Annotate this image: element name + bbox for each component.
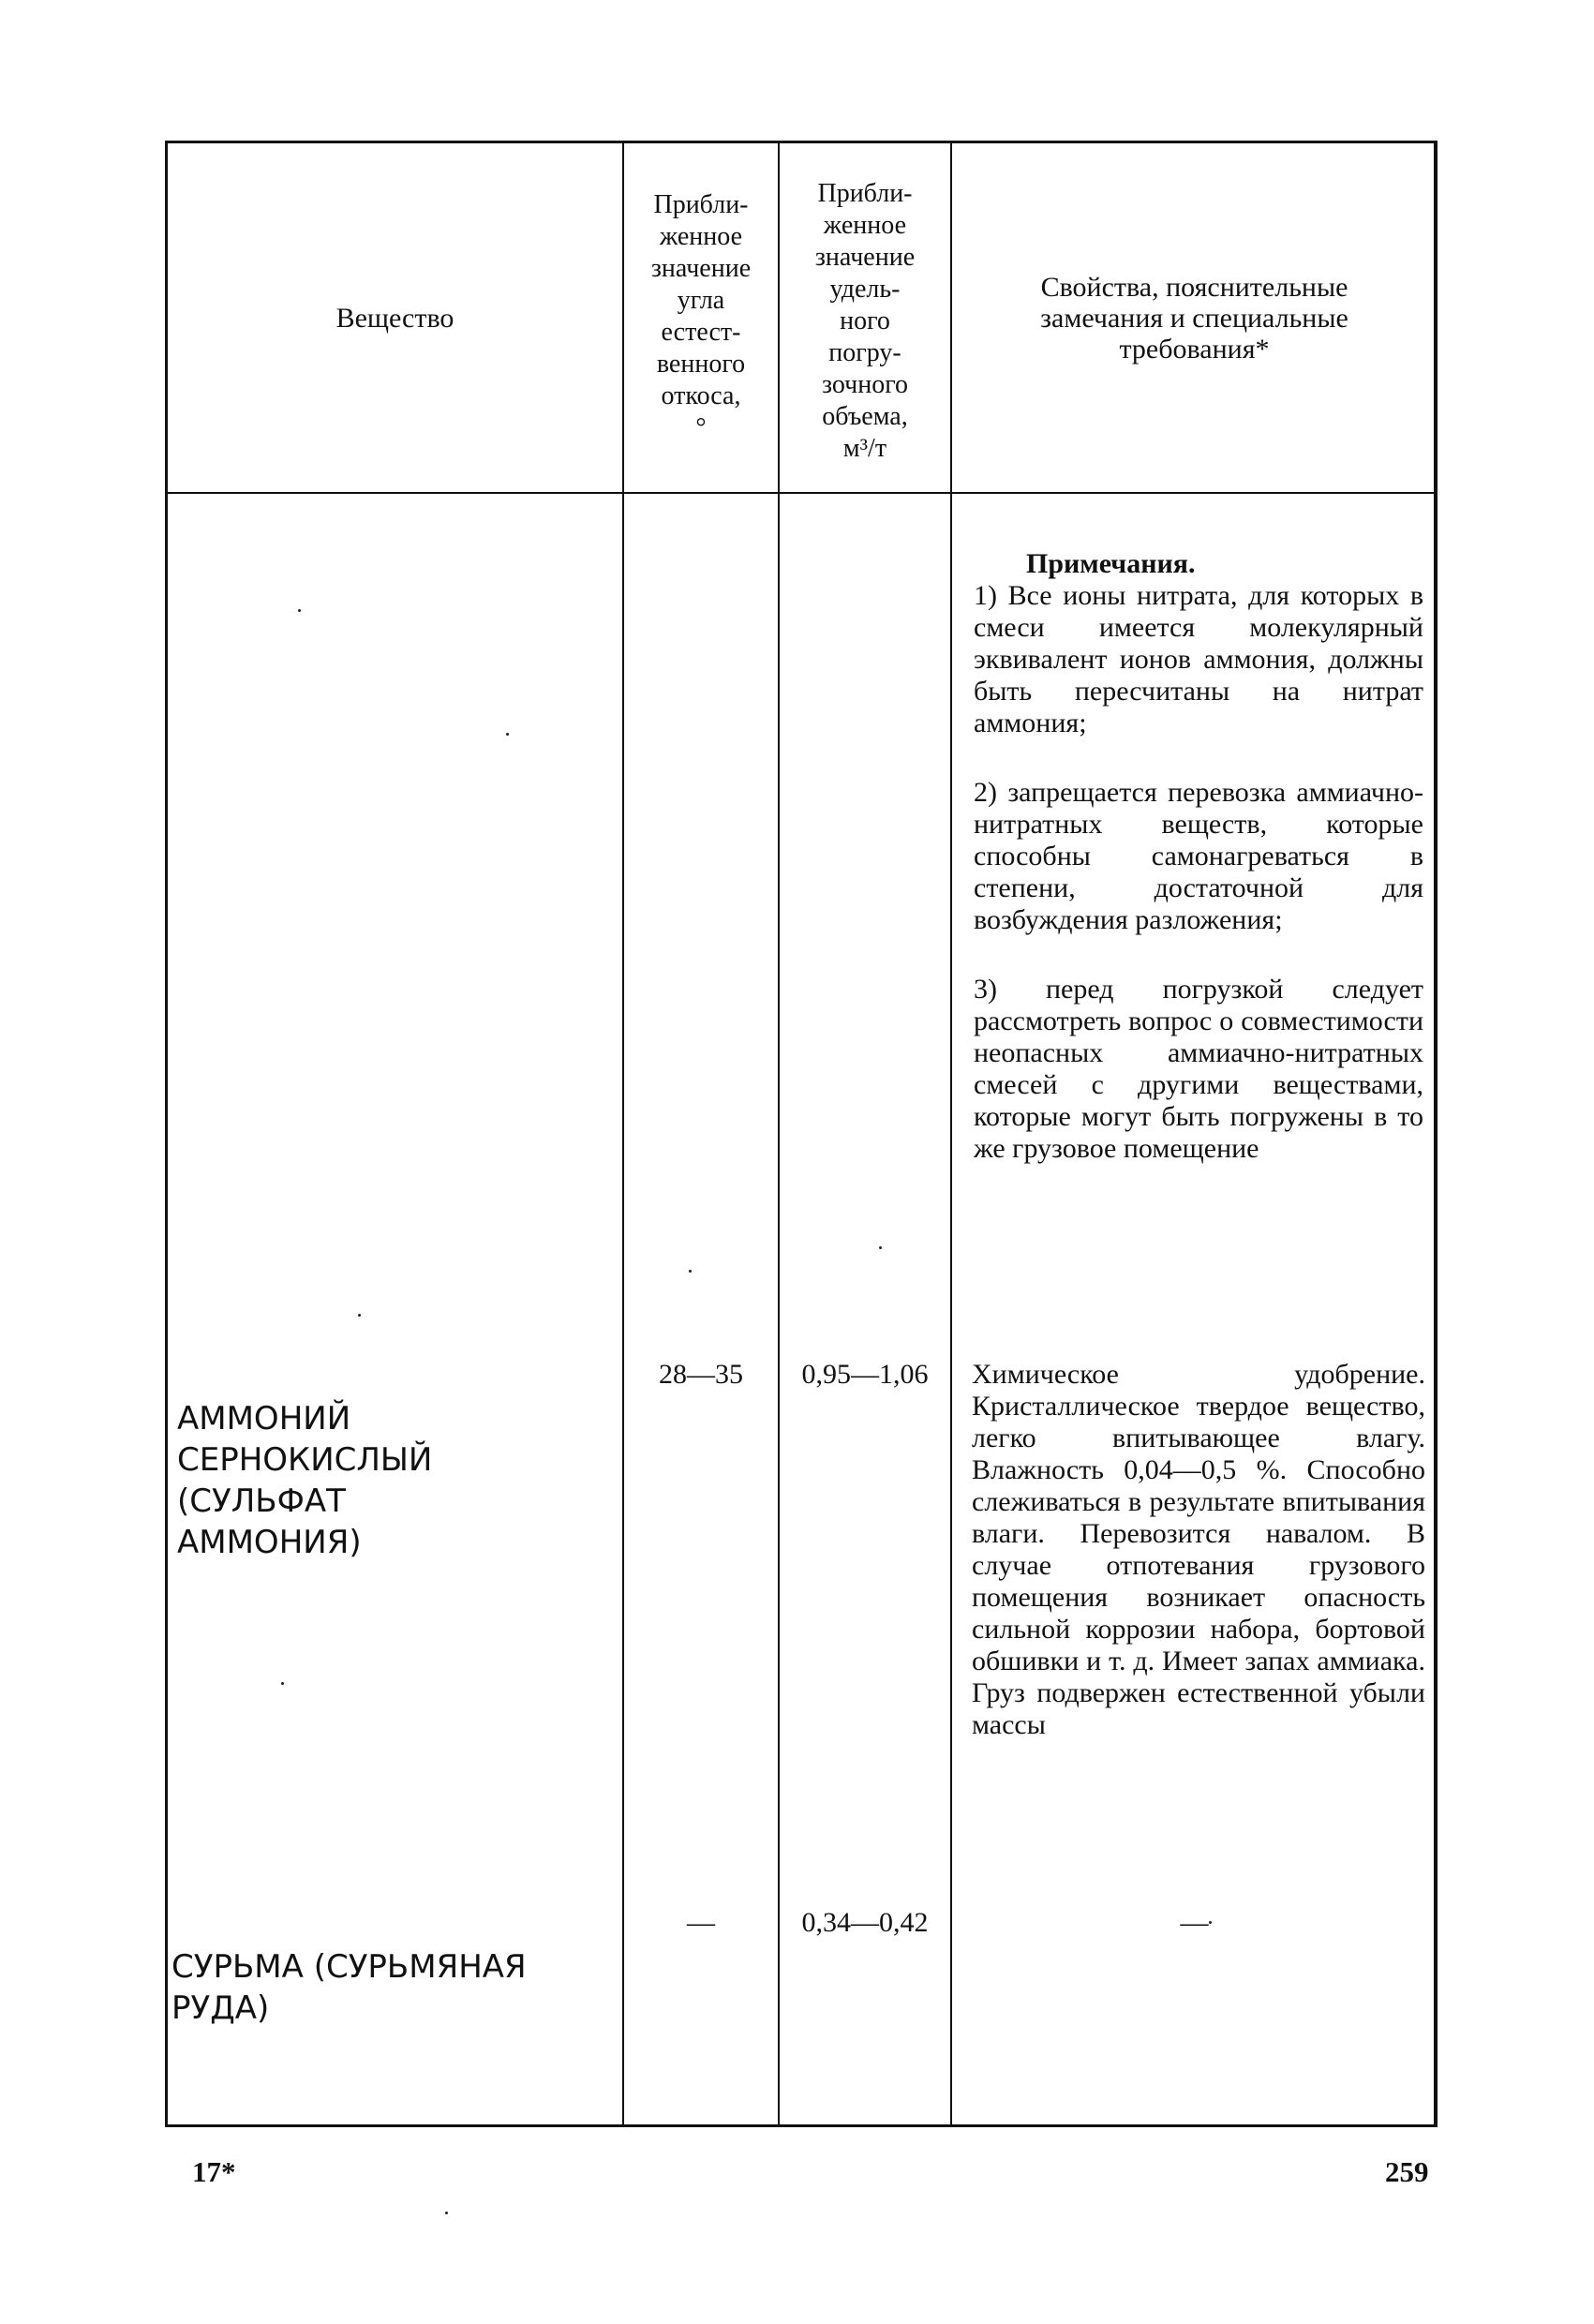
header-volume [780, 162, 950, 481]
row-volume [780, 1359, 950, 1391]
scan-speck [358, 1314, 361, 1317]
header-substance-label: Вещество [335, 302, 454, 334]
row-properties [972, 1359, 1425, 1741]
scan-speck [879, 1246, 882, 1249]
footer-signature: 17* [192, 2155, 236, 2188]
row-volume-text: 0,95—1,06 [801, 1359, 929, 1390]
header-properties [952, 143, 1437, 492]
scan-speck [1209, 1921, 1212, 1924]
row-substance [177, 1357, 618, 1563]
row-properties-text: Химическое удобрение. Кристаллическое твердое вещество, легко впитывающее влагу. Влажность 0,04—0,5 %. Способно слеживаться в результате впитывания влаги. Перевозится навалом. В случае отпотевания грузового помещения возникает опасность сильной коррозии набора, бортовой обшивки и т. д. Имеет запах аммиака. Груз подвержен естественной убыли массы [972, 1359, 1425, 1740]
note-item: 1) Все ионы нитрата, для которых в смеси имеется молекулярный эквивалент ионов аммония, должны быть пересчитаны на нитрат аммония; [974, 580, 1423, 738]
row-volume-text: 0,34—0,42 [801, 1907, 929, 1938]
notes-block [974, 548, 1423, 1202]
row-substance-text: АММОНИЙ СЕРНОКИСЛЫЙ (СУЛЬФАТ АММОНИЯ) [177, 1400, 433, 1561]
page-number: 259 [1385, 2155, 1429, 2188]
scan-speck [281, 1682, 284, 1685]
notes-title: Примечания. [1026, 548, 1196, 579]
row-substance [171, 1905, 619, 2029]
scan-speck [298, 609, 301, 612]
header-divider [168, 492, 1434, 494]
note-item: 2) запрещается перевозка аммиачно-нитратных веществ, которые способны самонагреваться в степени, достаточной для возбуждения разложения; [974, 777, 1423, 935]
row-angle [624, 1907, 778, 1939]
header-angle-label: Прибли- женное значение угла естест- венного откоса, ° [650, 190, 752, 442]
scan-speck [506, 733, 509, 736]
note-item: 3) перед погрузкой следует рассмотреть вопрос о совместимости неопасных аммиачно-нитратных смесей с другими веществами, которые могут быть погружены в то же грузовое помещение [974, 974, 1423, 1164]
row-angle-text: 28—35 [659, 1359, 743, 1390]
row-angle-text: — [687, 1907, 715, 1938]
row-substance-text: СУРЬМА (СУРЬМЯНАЯ РУДА) [171, 1948, 527, 2027]
scan-speck [689, 1270, 692, 1273]
scan-speck [445, 2212, 448, 2214]
row-angle [624, 1359, 778, 1391]
row-properties-text: — [1180, 1907, 1209, 1938]
row-properties [952, 1907, 1437, 1939]
header-properties-label: Свойства, пояснительные замечания и специальные требования* [1040, 271, 1348, 365]
row-volume [780, 1907, 950, 1939]
header-substance [168, 143, 622, 492]
header-volume-label: Прибли- женное значение удель- ного погру- зочного объема, м³/т [814, 179, 916, 463]
data-table [165, 141, 1438, 2127]
header-angle [624, 162, 778, 471]
